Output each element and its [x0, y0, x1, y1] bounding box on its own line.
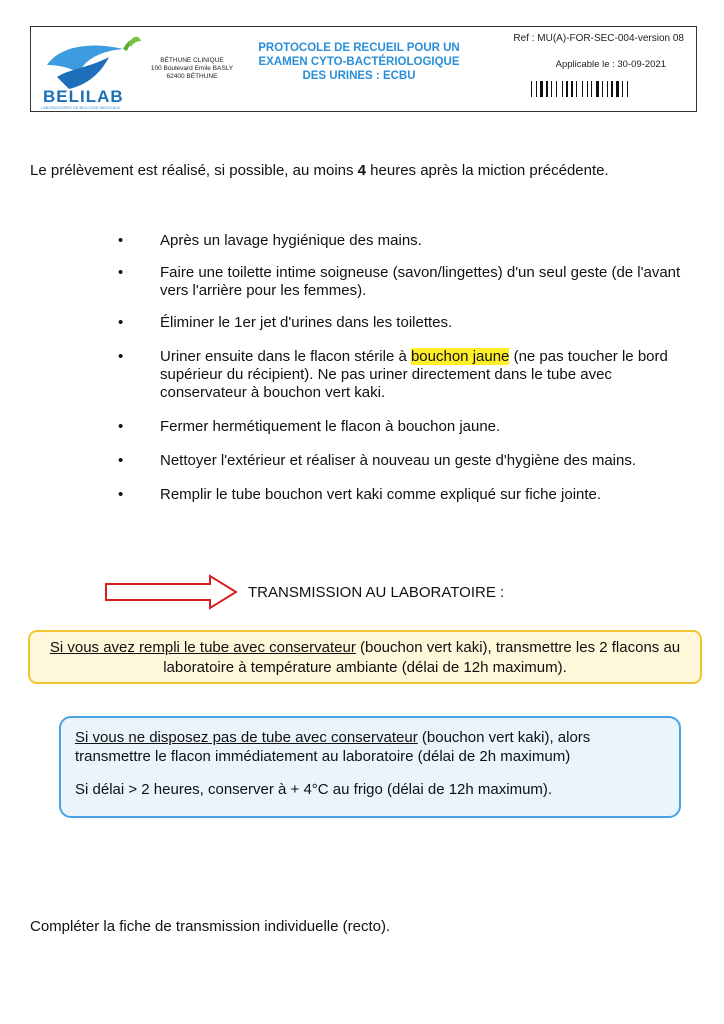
notice-condition: Si vous ne disposez pas de tube avec conservateur: [75, 729, 418, 746]
notice-instruction: (bouchon vert kaki), alors transmettre le flacon immédiatement au laboratoire (délai de 2h maximum): [75, 729, 591, 765]
title-line-3: DES URINES : ECBU: [302, 70, 416, 82]
title-line-2: EXAMEN CYTO-BACTÉRIOLOGIQUE: [258, 56, 460, 68]
barcode-icon: [531, 81, 653, 97]
step-text: Faire une toilette intime soigneuse (savon/lingettes) d'un seul geste (de l'avant vers l'arrière pour les femmes).: [160, 264, 681, 299]
step-text: Après un lavage hygiénique des mains.: [160, 232, 422, 249]
notice-storage: Si délai > 2 heures, conserver à + 4°C au frigo (délai de 12h maximum).: [75, 781, 553, 798]
notice-condition: Si vous avez rempli le tube avec conservateur: [49, 639, 356, 656]
list-item: [118, 232, 698, 250]
list-item: [118, 264, 698, 300]
step-text: Fermer hermétiquement le flacon à bouchon jaune.: [160, 418, 501, 435]
intro-text-start: Le prélèvement est réalisé, si possible, au moins: [30, 162, 358, 179]
document-title: [245, 41, 473, 83]
clinic-city: 62400 BÉTHUNE: [166, 73, 218, 80]
list-item: [118, 452, 698, 470]
list-item: [118, 348, 698, 402]
logo-subtitle: LABORATOIRES DE BIOLOGIE MÉDICALE: [41, 105, 121, 110]
step-text: Éliminer le 1er jet d'urines dans les toilettes.: [160, 314, 453, 331]
step-text-end: (ne pas toucher le bord supérieur du récipient). Ne pas uriner directement dans le tube avec conservateur à bouchon vert kaki.: [160, 348, 668, 401]
clinic-name: BÉTHUNE CLINIQUE: [160, 57, 224, 64]
applicable-date: Applicable le : 30-09-2021: [555, 59, 666, 70]
document-reference: Ref : MU(A)-FOR-SEC-004-version 08: [513, 33, 684, 44]
without-preservative-notice: [59, 716, 681, 818]
step-text: Remplir le tube bouchon vert kaki comme expliqué sur fiche jointe.: [160, 486, 602, 503]
list-item: [118, 418, 698, 436]
with-preservative-notice: [28, 630, 702, 684]
footer-instruction: Compléter la fiche de transmission individuelle (recto).: [30, 918, 391, 935]
title-line-1: PROTOCOLE DE RECUEIL POUR UN: [258, 42, 460, 54]
intro-hours: 4: [357, 162, 367, 179]
clinic-street: 100 Boulevard Emile BASLY: [150, 65, 234, 72]
clinic-address: [143, 57, 241, 81]
transmission-heading: TRANSMISSION AU LABORATOIRE :: [248, 584, 505, 601]
step-text-start: Uriner ensuite dans le flacon stérile à: [160, 348, 411, 365]
step-text: Nettoyer l'extérieur et réaliser à nouveau un geste d'hygiène des mains.: [160, 452, 637, 469]
intro-text-end: heures après la miction précédente.: [366, 162, 609, 179]
intro-paragraph: [30, 162, 670, 180]
list-item: [118, 486, 698, 504]
document-header: [30, 26, 697, 112]
notice-first-paragraph: [75, 728, 665, 766]
logo-wordmark: BELILAB: [43, 87, 124, 106]
list-item: [118, 314, 698, 332]
notice-instruction: (bouchon vert kaki), transmettre les 2 flacons au laboratoire à température ambiante (délai de 12h maximum).: [163, 639, 681, 676]
highlight-yellow-cap: bouchon jaune: [410, 348, 510, 365]
collection-steps-list: [118, 232, 698, 518]
arrow-right-icon: [104, 574, 238, 610]
